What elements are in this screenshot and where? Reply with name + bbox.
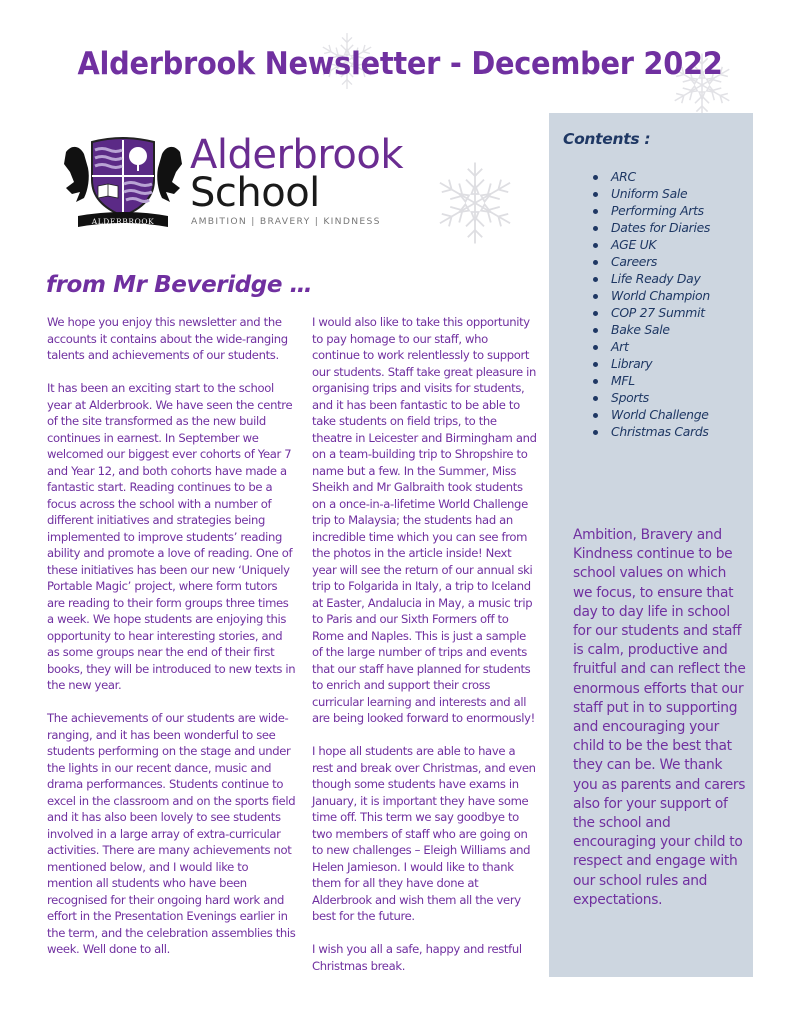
logo-name-line1: Alderbrook — [190, 132, 403, 178]
contents-item[interactable]: Life Ready Day — [593, 270, 710, 287]
article-paragraph: We hope you enjoy this newsletter and the accounts it contains about the wide-ranging talents and achievements of our students. — [47, 315, 288, 362]
contents-item[interactable]: Sports — [593, 389, 710, 406]
page-title: Alderbrook Newsletter - December 2022 — [77, 46, 723, 82]
bullet-icon — [593, 362, 598, 367]
school-values-text: Ambition, Bravery and Kindness continue to be school values on which we focus, to ensure that day to day life in school for our students and staff is calm, productive and fruitful and can reflect the enormous efforts that our staff put in to supporting and encouraging your child to be the best that they can be. We thank you as parents and carers also for your support of the school and encouraging your child to respect and engage with our school rules and expectations. — [573, 527, 746, 908]
article-paragraph: The achievements of our students are wide-ranging, and it has been wonderful to see students performing on the stage and under the lights in our recent dance, music and drama performances. Students continue to excel in the classroom and on the sports field and it has also been lovely to see students involved in a large array of extra-curricular activities. There are many achievements not mentioned below, and I would like to mention all students who have been recognised for their ongoing hard work and effort in the Presentation Evenings earlier in the term, and the celebration assemblies this week. Well done to all. — [47, 711, 296, 956]
contents-item[interactable]: World Challenge — [593, 406, 710, 423]
contents-item[interactable]: Careers — [593, 253, 710, 270]
logo-motto: AMBITION | BRAVERY | KINDNESS — [191, 216, 381, 227]
article-left-column — [47, 314, 297, 974]
bullet-icon — [593, 243, 598, 248]
contents-item[interactable]: COP 27 Summit — [593, 304, 710, 321]
bullet-icon — [593, 413, 598, 418]
article-heading: from Mr Beveridge … — [46, 272, 313, 298]
bullet-icon — [593, 209, 598, 214]
contents-sidebar — [549, 113, 753, 977]
article-middle-column — [312, 314, 538, 991]
bullet-icon — [593, 328, 598, 333]
contents-item[interactable]: Performing Arts — [593, 202, 710, 219]
contents-item[interactable]: Dates for Diaries — [593, 219, 710, 236]
contents-item[interactable]: MFL — [593, 372, 710, 389]
contents-item[interactable]: Uniform Sale — [593, 185, 710, 202]
svg-text:ALDERBROOK: ALDERBROOK — [91, 217, 155, 226]
snowflake-icon — [430, 158, 520, 248]
bullet-icon — [593, 226, 598, 231]
bullet-icon — [593, 192, 598, 197]
bullet-icon — [593, 379, 598, 384]
contents-item[interactable]: AGE UK — [593, 236, 710, 253]
contents-item[interactable]: World Champion — [593, 287, 710, 304]
bullet-icon — [593, 175, 598, 180]
article-paragraph: I would also like to take this opportunity to pay homage to our staff, who continue to work relentlessly to support our students. Staff take great pleasure in organising trips and visits for students, and it has been fantastic to be able to take students on field trips, to the theatre in Leicester and Birmingham and on a team-building trip to Shropshire to name but a few. In the Summer, Miss Sheikh and Mr Galbraith took students on a once-in-a-lifetime World Challenge trip to Malaysia; the students had an incredible time which you can see from the photos in the article inside! Next year will see the return of our annual ski trip to Folgarida in Italy, a trip to Iceland at Easter, Andalucia in May, a music trip to Paris and our Sixth Formers off to Rome and Naples. This is just a sample of the large number of trips and events that our staff have planned for students to enrich and support their cross curricular learning and interests and all are being looked forward to enormously! — [312, 315, 537, 725]
contents-list — [593, 168, 710, 440]
article-paragraph: I wish you all a safe, happy and restful Christmas break. — [312, 942, 522, 973]
school-logo — [58, 132, 428, 232]
contents-heading: Contents : — [563, 130, 651, 148]
school-crest-icon — [58, 132, 188, 230]
contents-item[interactable]: Christmas Cards — [593, 423, 710, 440]
bullet-icon — [593, 345, 598, 350]
logo-name-line2: School — [190, 170, 320, 216]
article-paragraph: It has been an exciting start to the school year at Alderbrook. We have seen the centre of the site transformed as the new build continues in earnest. In September we welcomed our biggest ever cohorts of Year 7 and Year 12, and both cohorts have made a fantastic start. Reading continues to be a focus across the school with a number of different initiatives and strategies being implemented to improve students’ reading ability and promote a love of reading. One of these initiatives has been our new ‘Uniquely Portable Magic’ project, where form tutors are reading to their form groups three times a week. We hope students are enjoying this opportunity to hear interesting stories, and as some groups near the end of their first books, they will be introduced to new texts in the new year. — [47, 381, 296, 692]
contents-item[interactable]: Library — [593, 355, 710, 372]
contents-item[interactable]: Art — [593, 338, 710, 355]
bullet-icon — [593, 277, 598, 282]
bullet-icon — [593, 396, 598, 401]
bullet-icon — [593, 294, 598, 299]
bullet-icon — [593, 430, 598, 435]
bullet-icon — [593, 311, 598, 316]
contents-item[interactable]: ARC — [593, 168, 710, 185]
bullet-icon — [593, 260, 598, 265]
contents-item[interactable]: Bake Sale — [593, 321, 710, 338]
article-paragraph: I hope all students are able to have a rest and break over Christmas, and even though some students have exams in January, it is important they have some time off. This term we say goodbye to two members of staff who are going on to new challenges – Eleigh Williams and Helen Jamieson. I would like to thank them for all they have done at Alderbrook and wish them all the very best for the future. — [312, 744, 536, 923]
